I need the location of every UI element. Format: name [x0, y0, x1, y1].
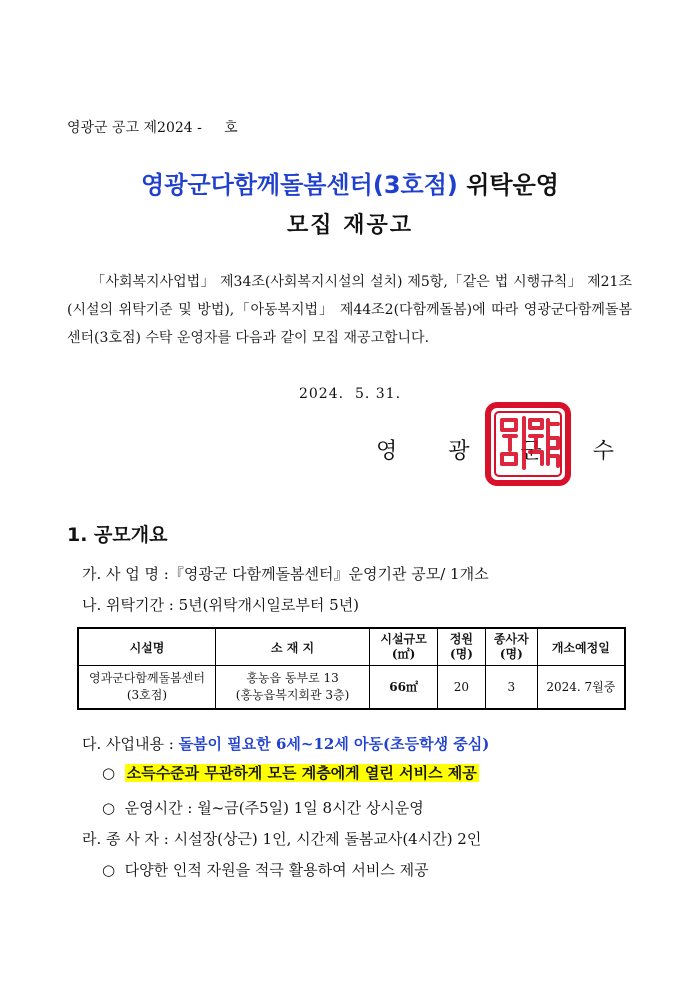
official-seal — [484, 402, 572, 486]
item-staff: 라. 종 사 자 : 시설장(상근) 1인, 시간제 돌봄교사(4시간) 2인 — [82, 830, 482, 848]
notice-number: 영광군 공고 제2024 - 호 — [67, 120, 238, 136]
table-header: 시설규모 (㎡) — [370, 628, 438, 666]
table-header-row — [78, 628, 625, 666]
resources-text: 다양한 인적 자원을 적극 활용하여 서비스 제공 — [124, 861, 429, 879]
table-header: 개소예정일 — [537, 628, 625, 666]
document-title — [0, 165, 700, 200]
bullet-resources — [102, 859, 429, 880]
table-header: 소 재 지 — [215, 628, 369, 666]
item-project-name: 가. 사 업 명 :『영광군 다함께돌봄센터』운영기관 공모/ 1개소 — [82, 565, 489, 583]
table-cell: 3 — [485, 666, 537, 710]
table-header: 시설명 — [78, 628, 215, 666]
table-cell: 20 — [438, 666, 486, 710]
table-header: 정원 (명) — [438, 628, 486, 666]
highlighted-text: 소득수준과 무관하게 모든 계층에게 열린 서비스 제공 — [126, 764, 477, 782]
bullet-circle-icon: ○ — [102, 799, 116, 817]
issuer: 영 광 군 수 — [376, 439, 636, 464]
notice-date: 2024. 5. 31. — [298, 386, 402, 402]
item-business-value: 돌봄이 필요한 6세~12세 아동(초등학생 중심) — [178, 735, 490, 753]
table-cell: 66㎡ — [370, 666, 438, 710]
document-subtitle: 모집 재공고 — [287, 213, 413, 238]
bullet-operating-hours — [102, 797, 424, 818]
section-heading: 1. 공모개요 — [67, 524, 168, 546]
facility-table — [77, 627, 626, 710]
bullet-circle-icon: ○ — [102, 764, 116, 782]
item-business-content — [82, 733, 489, 754]
table-cell: 홍농읍 동부로 13 (홍농읍복지회관 3층) — [215, 666, 369, 710]
title-suffix: 위탁운영 — [457, 171, 559, 199]
table-header: 종사자 (명) — [485, 628, 537, 666]
item-contract-period: 나. 위탁기간 : 5년(위탁개시일로부터 5년) — [82, 596, 360, 614]
title-center-name: 영광군다함께돌봄센터(3호점) — [141, 171, 458, 199]
intro-paragraph: 「사회복지사업법」 제34조(사회복지시설의 설치) 제5항,「같은 법 시행규칙」 제21조(시설의 위탁기준 및 방법),「아동복지법」 제44조2(다함께돌봄)에 따라 영광군다함께돌봄센터(3호점) 수탁 운영자를 다음과 같이 모집 재공고합니다. — [67, 274, 632, 346]
item-business-label: 다. 사업내용 : — [82, 735, 179, 753]
bullet-open-service — [102, 762, 479, 783]
table-cell: 영과군다함께돌봄센터 (3호점) — [78, 666, 215, 710]
table-cell: 2024. 7월중 — [537, 666, 625, 710]
bullet-circle-icon: ○ — [102, 861, 116, 879]
operating-hours-text: 운영시간 : 월~금(주5일) 1일 8시간 상시운영 — [124, 799, 424, 817]
table-row — [78, 666, 625, 710]
